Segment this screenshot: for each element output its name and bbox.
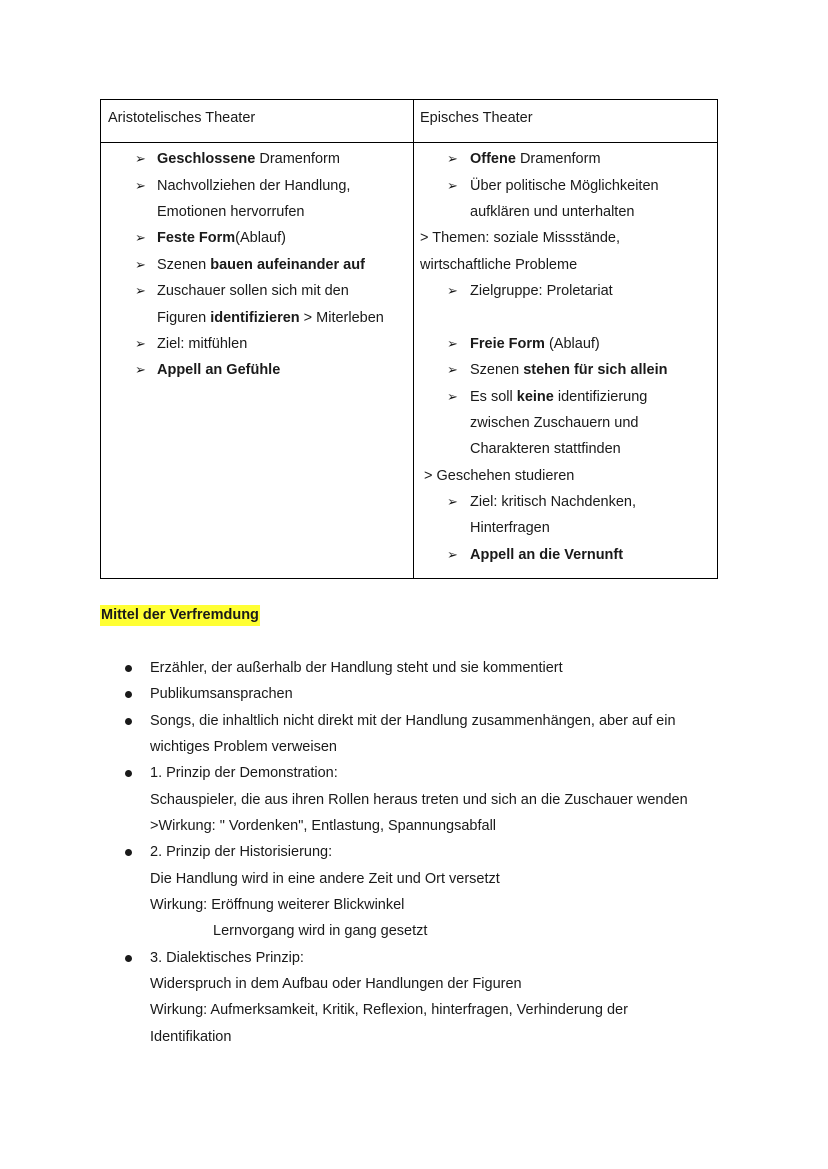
bullet-dot-icon: [125, 691, 132, 698]
right-item-6-line-1: Es soll keine identifizierung: [470, 389, 648, 405]
left-item-2-line-1: Nachvollziehen der Handlung,: [157, 178, 351, 194]
table-column-divider: [413, 100, 414, 578]
bullet-6-line-1: 3. Dialektisches Prinzip:: [150, 950, 304, 966]
table-header-divider: [101, 142, 717, 143]
bullet-6-line-4: Identifikation: [150, 1029, 232, 1045]
bullet-6-line-3: Wirkung: Aufmerksamkeit, Kritik, Reflexion, hinterfragen, Verhinderung der: [150, 1002, 628, 1018]
arrow-bullet-icon: ➢: [135, 336, 146, 351]
bullet-dot-icon: [125, 955, 132, 962]
right-paragraph-2: > Geschehen studieren: [424, 468, 575, 484]
right-item-2-line-2: aufklären und unterhalten: [470, 204, 635, 220]
bullet-3-line-1: Songs, die inhaltlich nicht direkt mit der Handlung zusammenhängen, aber auf ein: [150, 713, 676, 729]
arrow-bullet-icon: ➢: [447, 151, 458, 166]
section-heading: Mittel der Verfremdung: [100, 605, 260, 626]
bullet-dot-icon: [125, 849, 132, 856]
bullet-dot-icon: [125, 665, 132, 672]
right-item-5: Szenen stehen für sich allein: [470, 362, 668, 378]
right-paragraph-1-line-2: wirtschaftliche Probleme: [420, 257, 578, 273]
left-item-3: Feste Form(Ablauf): [157, 230, 286, 246]
bullet-6-line-2: Widerspruch in dem Aufbau oder Handlungen der Figuren: [150, 976, 522, 992]
arrow-bullet-icon: ➢: [447, 389, 458, 404]
left-item-2-line-2: Emotionen hervorrufen: [157, 204, 305, 220]
left-item-5-line-1: Zuschauer sollen sich mit den: [157, 283, 349, 299]
arrow-bullet-icon: ➢: [135, 178, 146, 193]
comparison-table: [100, 99, 718, 579]
bullet-5-line-4: Lernvorgang wird in gang gesetzt: [213, 923, 428, 939]
table-header-epic: Episches Theater: [420, 110, 533, 126]
bullet-1: Erzähler, der außerhalb der Handlung steht und sie kommentiert: [150, 660, 563, 676]
right-item-3: Zielgruppe: Proletariat: [470, 283, 613, 299]
left-item-7: Appell an Gefühle: [157, 362, 281, 378]
arrow-bullet-icon: ➢: [447, 362, 458, 377]
arrow-bullet-icon: ➢: [447, 178, 458, 193]
right-paragraph-1-line-1: > Themen: soziale Missstände,: [420, 230, 621, 246]
right-item-8: Appell an die Vernunft: [470, 547, 624, 563]
arrow-bullet-icon: ➢: [447, 283, 458, 298]
arrow-bullet-icon: ➢: [135, 362, 146, 377]
right-item-1: Offene Dramenform: [470, 151, 601, 167]
right-item-2-line-1: Über politische Möglichkeiten: [470, 178, 659, 194]
bullet-2: Publikumsansprachen: [150, 686, 293, 702]
right-item-6-line-2: zwischen Zuschauern und: [470, 415, 639, 431]
left-item-6: Ziel: mitfühlen: [157, 336, 248, 352]
bullet-3-line-2: wichtiges Problem verweisen: [150, 739, 337, 755]
bullet-5-line-3: Wirkung: Eröffnung weiterer Blickwinkel: [150, 897, 405, 913]
right-item-7-line-2: Hinterfragen: [470, 520, 550, 536]
arrow-bullet-icon: ➢: [135, 257, 146, 272]
right-item-4: Freie Form (Ablauf): [470, 336, 600, 352]
left-item-4: Szenen bauen aufeinander auf: [157, 257, 365, 273]
arrow-bullet-icon: ➢: [447, 336, 458, 351]
table-header-aristotelian: Aristotelisches Theater: [108, 110, 256, 126]
arrow-bullet-icon: ➢: [447, 547, 458, 562]
bullet-4-line-3: >Wirkung: " Vordenken", Entlastung, Spannungsabfall: [150, 818, 497, 834]
arrow-bullet-icon: ➢: [135, 283, 146, 298]
right-item-6-line-3: Charakteren stattfinden: [470, 441, 621, 457]
bullet-dot-icon: [125, 718, 132, 725]
arrow-bullet-icon: ➢: [135, 230, 146, 245]
bullet-dot-icon: [125, 770, 132, 777]
bullet-5-line-1: 2. Prinzip der Historisierung:: [150, 844, 333, 860]
left-item-5-line-2: Figuren identifizieren > Miterleben: [157, 310, 384, 326]
bullet-5-line-2: Die Handlung wird in eine andere Zeit und Ort versetzt: [150, 871, 500, 887]
arrow-bullet-icon: ➢: [447, 494, 458, 509]
bullet-4-line-2: Schauspieler, die aus ihren Rollen heraus treten und sich an die Zuschauer wenden: [150, 792, 688, 808]
left-item-1: Geschlossene Dramenform: [157, 151, 340, 167]
right-item-7-line-1: Ziel: kritisch Nachdenken,: [470, 494, 637, 510]
bullet-4-line-1: 1. Prinzip der Demonstration:: [150, 765, 338, 781]
arrow-bullet-icon: ➢: [135, 151, 146, 166]
